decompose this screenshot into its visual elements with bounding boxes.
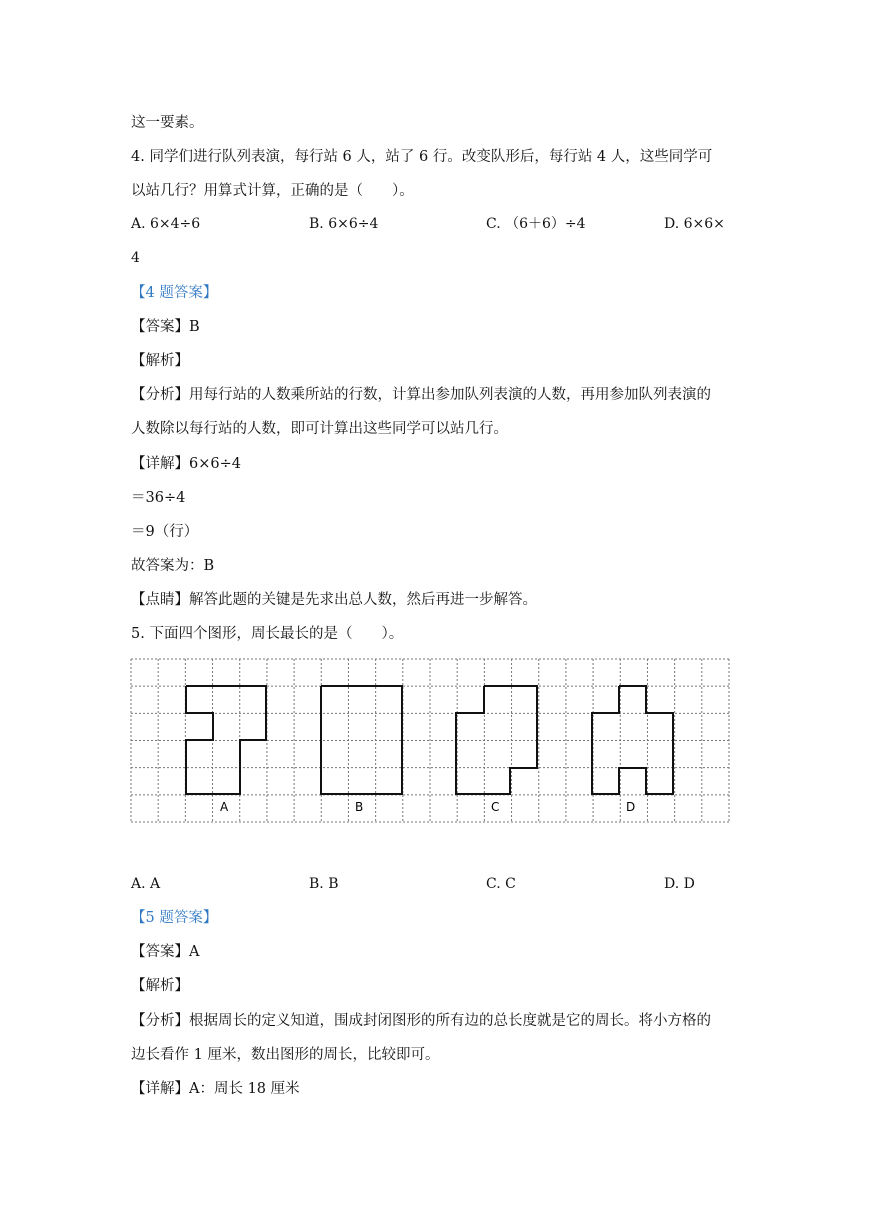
figure-label-a: A xyxy=(220,800,229,814)
q4-option-a: A. 6×4÷6 xyxy=(131,216,201,232)
q5-option-a: A. A xyxy=(131,876,161,892)
figure-label-b: B xyxy=(355,800,364,814)
q5-option-d: D. D xyxy=(664,876,695,892)
q5-option-c: C. C xyxy=(486,876,516,892)
q4-conclusion: 故答案为：B xyxy=(131,558,215,574)
q4-option-d: D. 6×6× xyxy=(664,216,725,232)
q5-figure-grid xyxy=(130,658,730,824)
q5-stem: 5. 下面四个图形，周长最长的是（ ）。 xyxy=(131,626,404,642)
shape-a xyxy=(186,686,266,794)
grid-lines xyxy=(131,659,729,822)
q5-answer-header: 【5 题答案】 xyxy=(131,910,218,926)
shape-b xyxy=(321,686,402,794)
q4-dianjing: 【点睛】解答此题的关键是先求出总人数，然后再进一步解答。 xyxy=(131,592,537,608)
q4-option-c: C. （6＋6）÷4 xyxy=(486,216,586,232)
q4-detail-line3: ＝9（行） xyxy=(131,524,199,540)
q5-fenxi-line2: 边长看作 1 厘米，数出图形的周长，比较即可。 xyxy=(131,1047,440,1063)
q5-fenxi-line1: 【分析】根据周长的定义知道，围成封闭图形的所有边的总长度就是它的周长。将小方格的 xyxy=(131,1013,711,1029)
q4-detail-line2: ＝36÷4 xyxy=(131,490,186,506)
figure-label-d: D xyxy=(626,800,636,814)
q4-fenxi-line1: 【分析】用每行站的人数乘所站的行数，计算出参加队列表演的人数，再用参加队列表演的 xyxy=(131,387,711,403)
intro-tail: 这一要素。 xyxy=(131,115,204,131)
q5-answer: 【答案】A xyxy=(131,944,200,960)
q4-analysis-header: 【解析】 xyxy=(131,353,189,369)
q4-option-wrap: 4 xyxy=(131,250,140,266)
q4-answer: 【答案】B xyxy=(131,319,200,335)
q5-analysis-header: 【解析】 xyxy=(131,978,189,994)
q4-stem-line1: 4. 同学们进行队列表演，每行站 6 人，站了 6 行。改变队形后，每行站 4 人，这些同学可 xyxy=(131,149,713,165)
q4-answer-header: 【4 题答案】 xyxy=(131,285,218,301)
q4-fenxi-line2: 人数除以每行站的人数，即可计算出这些同学可以站几行。 xyxy=(131,421,508,437)
q4-stem-line2: 以站几行？用算式计算，正确的是（ ）。 xyxy=(131,183,414,199)
q4-option-b: B. 6×6÷4 xyxy=(309,216,379,232)
q4-detail-line1: 【详解】6×6÷4 xyxy=(131,456,241,472)
figure-label-c: C xyxy=(491,800,500,814)
q5-detail-line1: 【详解】A：周长 18 厘米 xyxy=(131,1081,300,1097)
q5-option-b: B. B xyxy=(309,876,339,892)
